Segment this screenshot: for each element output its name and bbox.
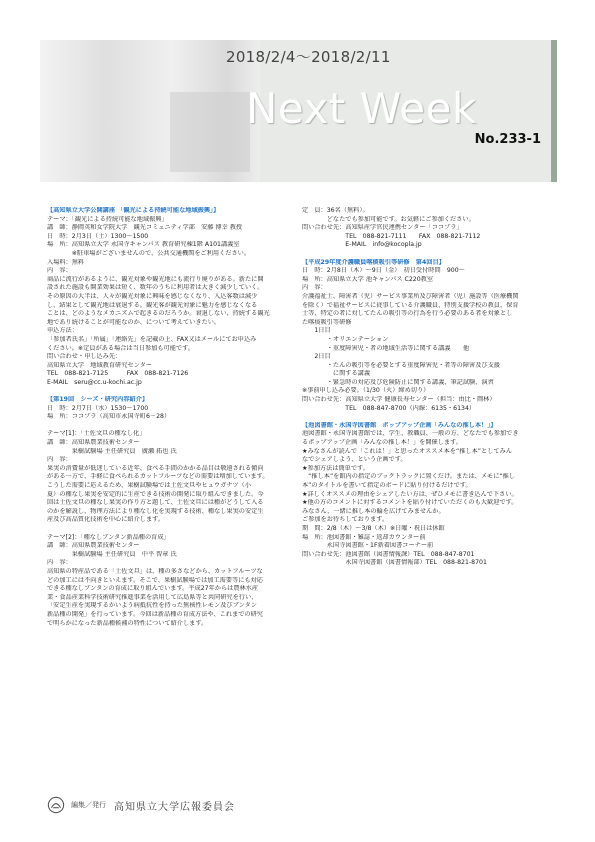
text-line: 問い合わせ先：池図書館（図書情報課）TEL 088-847-8701 [302,550,475,558]
text-line: るポップアップ企画「みんなの推し本！」を開催します。 [302,439,462,447]
text-line: がある一方で、手軽に食べられるカットフルーツなどの需要は増加しています。 [47,473,269,481]
text-line: ★他の方のコメントに対するコメントを貼り付けていただくのも大歓迎です。 [302,499,518,507]
text-line: のかを解説し、物理方法により種なし化を実現する技術、種なし果実の安定生 [47,507,264,515]
text-line: 場 所：高知県立大学 池キャンパス C220教室 [302,275,434,283]
text-line: “推し本”を館内の指定のブックトラックに置くだけ。または、メモに“推し [302,473,515,481]
text-line: 講 師：高知県農業技術センター [47,542,140,550]
text-line: ★みなさんが読んで「これは！」と思ったオススメ本を“推し本”としてみん [302,447,512,455]
text-line: ことは、どのようなメカニズムで起きるのだろうか。衰退しない、持続する観光 [47,310,270,318]
text-line: みなさん、一緒に推し本の輪を広げてみませんか。 [302,507,445,515]
text-line: ・たんの吸引等を必要とする重度障害児・者等の障害及び支援 [302,361,500,369]
text-line: 設された施設も開業効果は短く、数年のうちに利用者は大きく減少していく。 [47,284,264,292]
text-line: ください。※定員がある場合は当日参加も可能です。 [47,344,194,352]
banner-edge [551,40,557,182]
university-logo-icon [47,796,65,814]
text-line: なでシェアしよう、という企画です。 [302,456,407,464]
spacer [302,250,557,259]
text-line: 内 容： [47,559,72,567]
text-line: 業・食品産業科学技術研究推進事業を活用して広島県等と共同研究を行い、 [47,593,258,601]
text-line: し、結果として観光地は衰退する。観光客が観光対象に魅力を感じなくなる [47,301,258,309]
text-line: 場 所：高知県立大学 永国寺キャンパス 教育研究棟1階 A101講義室 [47,241,240,249]
date-range: 2018/2/4～2018/2/11 [226,48,391,66]
text-line: 場 所：池図書館・雑誌・返却カウンター前 [302,533,426,541]
text-line: テーマ[1]：「土佐文旦の種なし化」 [47,430,146,438]
text-line: 内 容： [47,267,72,275]
text-line: 講 師：静岡英和女学院大学 観光コミュニティ学部 安藤 博幸 教授 [47,224,243,232]
text-line: 日 時：2月8日（木）～9日（金） 初日受付時間 900～ [302,267,465,275]
text-line: テーマ：「観光による持続可能な地域振興」 [47,215,168,223]
text-line: ※事前申し込み必要。（1/30（火）締め切り） [302,387,430,395]
section-heading: 【第19回 シーズ・研究内容紹介】 [47,396,149,404]
text-line: ・緊急時の対応及び危険防止に関する講義、筆記試験、演習 [302,378,494,386]
text-line: 産及び高品質化技術を中心に紹介します。 [47,516,165,524]
text-line: 新品種の開発」を行っています。今回は新品種の育成方法や、これまでの研究 [47,610,263,618]
footer [47,795,235,815]
text-line: で明らかになった新品種候補の特性について紹介します。 [47,619,208,627]
text-line: ※駐車場がございませんので、公共交通機関をご利用ください。 [47,249,251,257]
text-line: ★参加方法は簡単です。 [302,464,369,472]
text-line: 高知県の特産品である「土佐文旦」は、種の多さなどから、カットフルーツな [47,567,263,575]
text-line: 本”のタイトルを書いて指定のボードに貼り付けるだけです。 [302,482,472,489]
text-line: 期 間：2/8（木）～3/8（木）※日曜・祝日は休館 [302,524,445,532]
text-line: どの加工には不向きといえます。そこで、果樹試験場では加工需要等にも対応 [47,576,263,584]
spacer [302,413,557,422]
text-line: 問い合わせ先：高知県産学官民連携センター「ココプラ」 [302,224,463,232]
spacer [47,387,299,396]
text-line: に関する講義 [302,370,371,378]
text-line: 内 容： [47,456,72,464]
text-line: 永国寺図書館・1F新着図書コーナー前 [302,542,434,550]
text-line: TEL 088-821-7111 FAX 088-821-7112 [302,232,481,240]
text-line: 果実の消費量が低迷している近年、食べる手間のかかる品目は敬遠される傾向 [47,464,264,472]
text-line: 問い合わせ・申し込み先： [47,353,122,361]
text-line: 内 容： [302,284,327,292]
text-line: 地であり続けることが可能なのか、について考えていきたい。 [47,318,221,326]
text-line: 高知県立大学 地域教育研究センター [47,361,152,369]
text-line: 夏）の種なし果実を安定的に生産できる技術の開発に取り組んできました。今 [47,490,264,498]
text-line: 講 師：高知県農業技術センター [47,439,140,447]
text-line: どなたでも参加可能です。お気軽にご参加ください。 [302,215,475,223]
text-line: こうした需要に応えるため、果樹試験場では土佐文旦やヒュウガナツ（小 [47,482,251,489]
text-line: TEL 088-821-7125 FAX 088-821-7126 [47,370,189,378]
text-line: 場 所：ココプラ（高知市永国寺町6－28） [47,413,171,421]
page-title: Next Week [246,84,477,133]
text-line: 池図書館・永国寺図書館では、学生、教職員、一般の方、どなたでも参加でき [302,430,519,438]
text-line: E-MAIL seru@cc.u-kochi.ac.jp [47,378,142,386]
issue-number: No.233-1 [474,132,541,147]
text-line: 問い合わせ先：高知県立大学 健康長寿センター（担当：由比・岡林） [302,396,496,404]
text-line: 「安定生産を実現するかいよう病抵抗性を持った無核性レモン及びブンタン [47,602,257,610]
text-line: 1日目 [302,327,331,335]
text-line: 果樹試験場 主任研究員 中平 智章 氏 [47,550,177,558]
text-line: ・オリエンテーション [302,335,389,343]
text-line: できる種なしブンタンの育成に取り組んでいます。平成27年からは農林水産 [47,585,259,593]
text-line: 「参加者氏名」「所属」「連絡先」を記載の上、FAX又はメールにてお申込み [47,335,257,343]
text-line: E-MAIL info@kocopla.jp [302,241,422,249]
text-line: を除く）で福祉サービスに従事している介護職員、特別支援学校の教員、保育 [302,301,519,309]
section-heading: 【平成29年度介護職員喀痰吸引等研修 第4回目】 [302,258,445,266]
text-line: テーマ[2]：「種なしブンタン新品種の育成」 [47,533,170,541]
text-line: 2日目 [302,353,331,361]
right-column [302,207,557,568]
text-line: 日 時：2月3日（土）1300～1500 [47,232,149,240]
text-line: その原因の大半は、人々が観光対象に興味を感じなくなり、入込客数は減少 [47,292,258,300]
spacer [47,525,299,534]
text-line: ご参加をお待ちしております。 [302,516,389,524]
text-line: 介護福祉士、障害者（児）サービス事業所及び障害者（児）施設等（医療機関 [302,292,519,300]
text-line: 申込方法： [47,327,78,335]
text-line: た喀痰吸引等研修 [302,318,352,326]
text-line: 定 員：36名（無料）。 [302,207,369,214]
text-line: 日 時：2月7日（水）1530～1700 [47,404,149,412]
text-line: 回は土佐文旦の種なし果実の作り方と題して、土佐文旦には種がどうして入る [47,499,264,507]
text-line: ★詳しくオススメの理由をシェアしたい方は、ぜひメモに書き込んで下さい。 [302,490,518,498]
footer-organization: 高知県立大学広報委員会 [114,801,235,813]
text-line: 永国寺図書館（図書情報部）TEL 088-821-8701 [302,559,487,567]
text-line: 士等、特定の者に対してたんの吸引等の行為を行う必要のある者を対象とし [302,310,513,318]
section-heading: 【池図書館・永国寺図書館 ポップアップ企画「みんなの推し本！」】 [302,421,497,429]
header-banner [40,40,557,182]
spacer [47,422,299,431]
footer-label: 編集／発行 [71,801,106,809]
text-line: ・重度障害児・者の地域生活等に関する講義 他 [302,344,470,352]
left-column [47,207,299,628]
text-line: TEL 088-847-8700（内線：6135・6134） [302,404,476,412]
banner-square [170,92,250,172]
text-line: 商品に流行があるように、観光対象や観光地にも流行り廃りがある。新たに開 [47,275,264,283]
text-line: 果樹試験場 主任研究員 廣瀬 拓也 氏 [47,447,177,455]
section-heading: 【高知県立大学公開講座 「観光による持続可能な地域振興」】 [47,207,220,214]
text-line: 入場料：無料 [47,258,85,266]
